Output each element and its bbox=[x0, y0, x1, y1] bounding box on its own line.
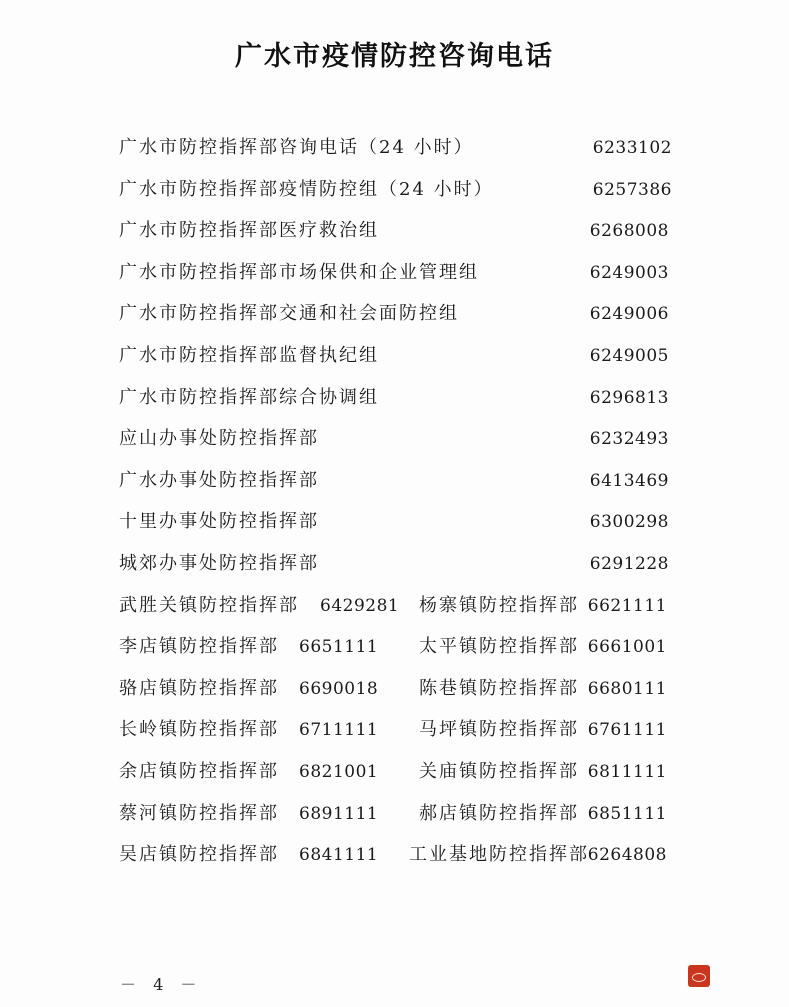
directory-row bbox=[119, 134, 679, 176]
department-name: 广水办事处防控指挥部 bbox=[119, 469, 319, 491]
phone-number: 6841111 bbox=[299, 845, 379, 866]
phone-number: 6651111 bbox=[299, 637, 379, 658]
directory-row bbox=[119, 300, 679, 342]
phone-number: 6621111 bbox=[587, 595, 667, 616]
page-number: － 4 － bbox=[120, 975, 203, 994]
directory-pair-row bbox=[119, 592, 679, 634]
phone-number: 6429281 bbox=[320, 595, 400, 616]
directory-pair-row bbox=[119, 841, 679, 883]
directory-pair-row bbox=[119, 716, 679, 758]
phone-number: 6690018 bbox=[299, 678, 379, 699]
town-name: 吴店镇防控指挥部 bbox=[119, 844, 279, 866]
directory-pair-row bbox=[119, 800, 679, 842]
town-name: 关庙镇防控指挥部 bbox=[419, 760, 579, 782]
town-name: 陈巷镇防控指挥部 bbox=[419, 677, 579, 699]
town-name: 太平镇防控指挥部 bbox=[419, 636, 579, 658]
phone-directory bbox=[119, 134, 679, 883]
department-name: 广水市防控指挥部综合协调组 bbox=[119, 386, 379, 408]
town-name: 李店镇防控指挥部 bbox=[119, 636, 279, 658]
phone-number: 6249003 bbox=[589, 262, 669, 283]
department-name: 广水市防控指挥部交通和社会面防控组 bbox=[119, 303, 459, 325]
phone-number: 6891111 bbox=[299, 803, 379, 824]
department-name: 广水市防控指挥部疫情防控组（24 小时） bbox=[119, 178, 494, 200]
seal-logo-icon bbox=[688, 965, 710, 987]
directory-row bbox=[119, 259, 679, 301]
department-name: 广水市防控指挥部市场保供和企业管理组 bbox=[119, 261, 479, 283]
town-name: 蔡河镇防控指挥部 bbox=[119, 802, 279, 824]
phone-number: 6851111 bbox=[587, 803, 667, 824]
town-name: 杨寨镇防控指挥部 bbox=[419, 594, 579, 616]
directory-row bbox=[119, 550, 679, 592]
directory-row bbox=[119, 384, 679, 426]
phone-number: 6232493 bbox=[589, 429, 669, 450]
phone-number: 6300298 bbox=[589, 512, 669, 533]
directory-row bbox=[119, 467, 679, 509]
phone-number: 6291228 bbox=[589, 553, 669, 574]
page-title: 广水市疫情防控咨询电话 bbox=[235, 41, 554, 72]
phone-number: 6680111 bbox=[587, 678, 667, 699]
phone-number: 6233102 bbox=[592, 138, 672, 158]
phone-number: 6249005 bbox=[589, 345, 669, 366]
phone-number: 6761111 bbox=[587, 720, 667, 741]
directory-pair-row bbox=[119, 675, 679, 717]
directory-row bbox=[119, 342, 679, 384]
phone-number: 6413469 bbox=[589, 470, 669, 491]
town-name: 骆店镇防控指挥部 bbox=[119, 677, 279, 699]
department-name: 十里办事处防控指挥部 bbox=[119, 511, 319, 533]
phone-number: 6249006 bbox=[589, 304, 669, 325]
town-name: 长岭镇防控指挥部 bbox=[119, 719, 279, 741]
phone-number: 6821001 bbox=[299, 761, 379, 782]
directory-pair-row bbox=[119, 758, 679, 800]
phone-number: 6257386 bbox=[592, 179, 672, 200]
town-name: 马坪镇防控指挥部 bbox=[419, 719, 579, 741]
phone-number: 6296813 bbox=[589, 387, 669, 408]
phone-number: 6264808 bbox=[587, 845, 667, 866]
department-name: 城郊办事处防控指挥部 bbox=[119, 552, 319, 574]
department-name: 广水市防控指挥部医疗救治组 bbox=[119, 220, 379, 242]
department-name: 应山办事处防控指挥部 bbox=[119, 428, 319, 450]
phone-number: 6661001 bbox=[587, 637, 667, 658]
directory-row bbox=[119, 217, 679, 259]
town-name: 郝店镇防控指挥部 bbox=[419, 802, 579, 824]
department-name: 广水市防控指挥部咨询电话（24 小时） bbox=[119, 137, 474, 158]
phone-number: 6711111 bbox=[299, 720, 379, 741]
directory-row bbox=[119, 508, 679, 550]
phone-number: 6811111 bbox=[587, 761, 667, 782]
department-name: 广水市防控指挥部监督执纪组 bbox=[119, 344, 379, 366]
town-name: 工业基地防控指挥部 bbox=[409, 844, 589, 866]
phone-number: 6268008 bbox=[589, 221, 669, 242]
directory-pair-row bbox=[119, 633, 679, 675]
directory-row bbox=[119, 425, 679, 467]
directory-row bbox=[119, 176, 679, 218]
town-name: 武胜关镇防控指挥部 bbox=[119, 594, 299, 616]
town-name: 余店镇防控指挥部 bbox=[119, 760, 279, 782]
